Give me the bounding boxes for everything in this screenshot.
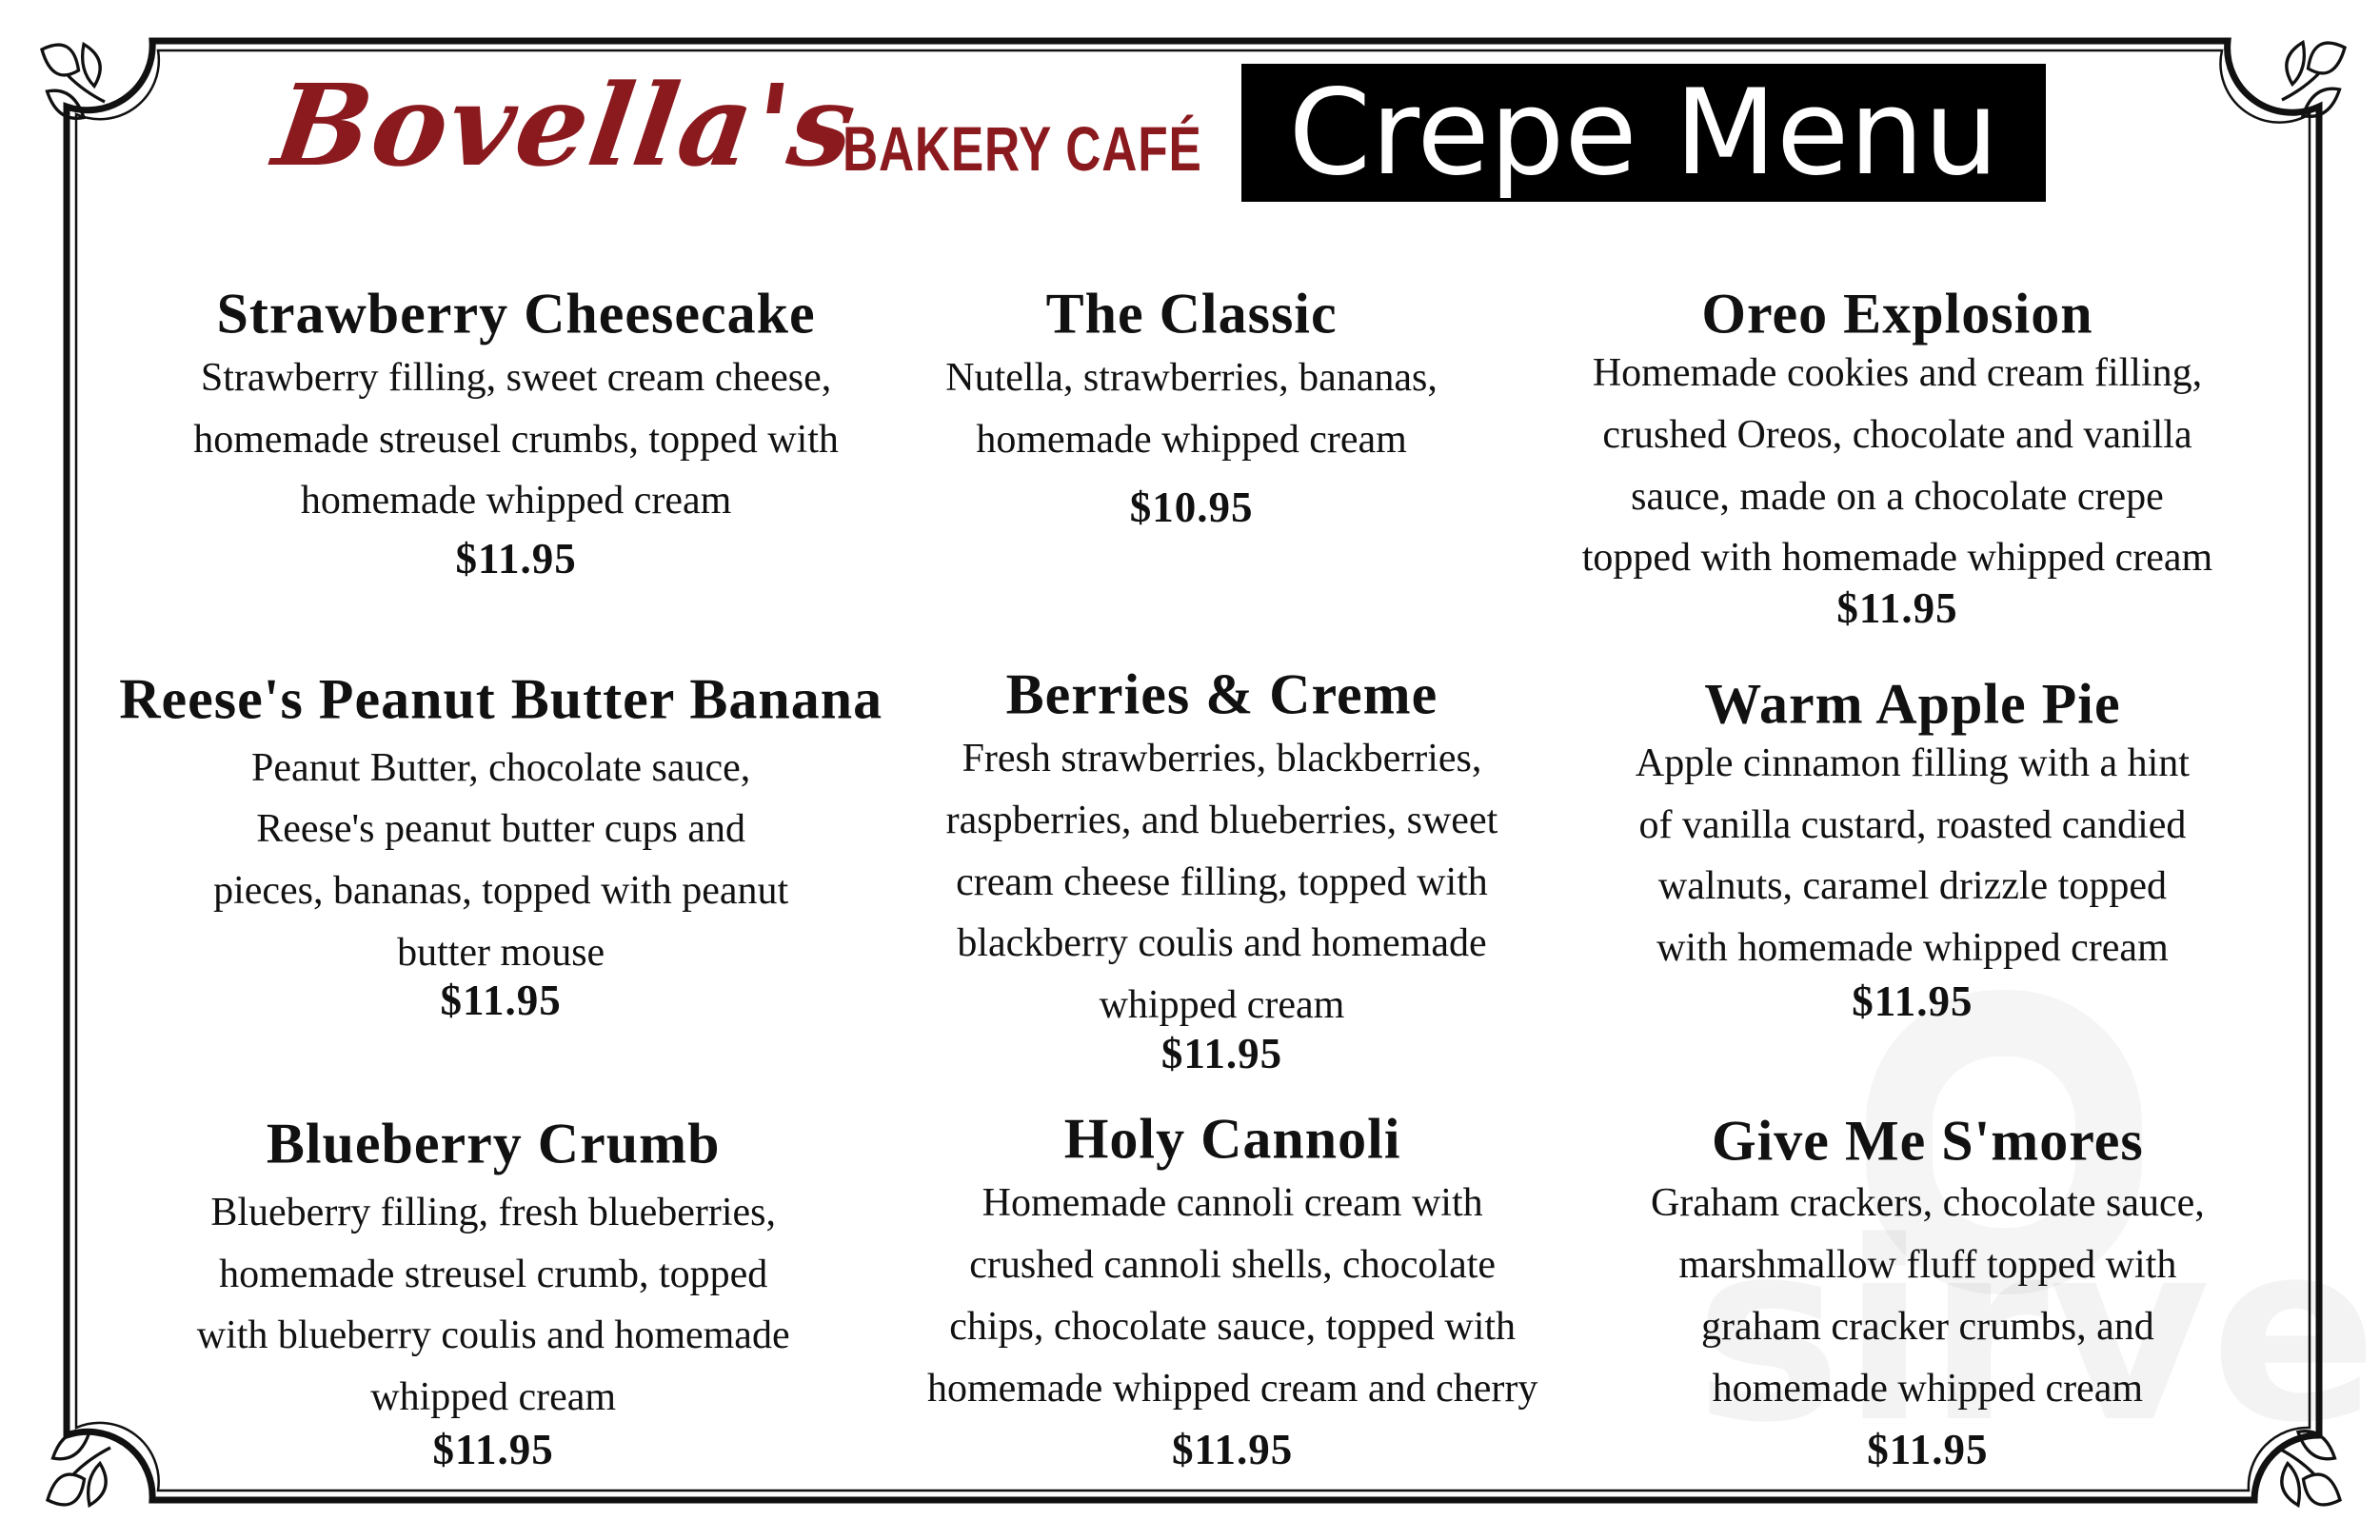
menu-item-description-line: marshmallow fluff topped with — [1678, 1243, 2177, 1288]
menu-item-description-line: Peanut Butter, chocolate sauce, — [250, 745, 751, 790]
menu-item-price: $11.95 — [455, 534, 577, 582]
menu-item-name: Holy Cannoli — [1063, 1107, 1401, 1171]
menu-item-description-line: crushed Oreos, chocolate and vanilla — [1602, 412, 2192, 457]
menu-item-description-line: blackberry coulis and homemade — [957, 921, 1487, 966]
menu-title-banner — [1241, 64, 2046, 202]
corner-ornament-icon — [2261, 27, 2366, 131]
bakery-logo-name: Bovella's — [267, 59, 865, 191]
menu-item-description-line: Homemade cannoli cream with — [982, 1181, 1483, 1226]
menu-item-description-line: homemade whipped cream and cherry — [926, 1366, 1538, 1411]
menu-item-description-line: sauce, made on a chocolate crepe — [1631, 474, 2164, 519]
menu-item-description-line: raspberries, and blueberries, sweet — [945, 798, 1498, 842]
menu-item-name: Strawberry Cheesecake — [216, 282, 816, 346]
menu-item-name: Oreo Explosion — [1701, 282, 2093, 346]
menu-item-description-line: whipped cream — [1099, 983, 1345, 1028]
menu-item-description-line: Blueberry filling, fresh blueberries, — [210, 1190, 776, 1234]
menu-item-description-line: Reese's peanut butter cups and — [256, 807, 746, 852]
menu-item-name: Give Me S'mores — [1711, 1109, 2144, 1173]
menu-item-description-line: topped with homemade whipped cream — [1581, 536, 2213, 581]
menu-item-description-line: of vanilla custard, roasted candied — [1638, 802, 2187, 847]
bakery-logo-subtitle: BAKERY CAFÉ — [843, 113, 1202, 184]
menu-item-description-line: Apple cinnamon filling with a hint — [1635, 740, 2190, 785]
menu-item-description-line: walnuts, caramel drizzle topped — [1657, 864, 2167, 909]
menu-item-name: The Classic — [1045, 282, 1338, 346]
menu-item-price: $11.95 — [432, 1425, 554, 1473]
menu-item-description-line: Homemade cookies and cream filling, — [1592, 351, 2203, 396]
menu-item-price: $11.95 — [1836, 584, 1958, 633]
menu-item-description-line: whipped cream — [370, 1375, 617, 1420]
menu-item-description-line: Graham crackers, chocolate sauce, — [1650, 1181, 2205, 1226]
menu-item-description-line: chips, chocolate sauce, topped with — [949, 1304, 1517, 1349]
menu-item-price: $11.95 — [1172, 1425, 1294, 1473]
menu-title: Crepe Menu — [1288, 64, 1999, 202]
menu-item-description-line: with blueberry coulis and homemade — [196, 1313, 790, 1358]
menu-item-name: Blueberry Crumb — [266, 1112, 721, 1175]
menu-item-description-line: Fresh strawberries, blackberries, — [962, 737, 1482, 781]
menu-item-description-line: graham cracker crumbs, and — [1700, 1304, 2154, 1349]
corner-ornament-icon — [27, 1416, 131, 1521]
menu-item-price: $11.95 — [1160, 1029, 1283, 1077]
menu-item-description-line: homemade streusel crumb, topped — [219, 1252, 768, 1296]
menu-item-price: $10.95 — [1129, 483, 1254, 531]
menu-item-description-line: homemade whipped cream — [1712, 1366, 2144, 1411]
menu-item-price: $11.95 — [1852, 977, 1973, 1026]
menu-item-description-line: butter mouse — [397, 930, 605, 975]
menu-item-description-line: pieces, bananas, topped with peanut — [213, 869, 789, 914]
menu-item-description-line: crushed cannoli shells, chocolate — [969, 1243, 1497, 1288]
menu-item-name: Warm Apple Pie — [1704, 672, 2121, 736]
menu-item-price: $11.95 — [440, 976, 562, 1024]
menu-item-name: Berries & Creme — [1005, 662, 1438, 726]
menu-item-description-line: with homemade whipped cream — [1656, 926, 2169, 971]
menu-item-description-line: homemade whipped cream — [976, 417, 1407, 462]
menu-item-description-line: cream cheese filling, topped with — [956, 859, 1488, 904]
menu-item-description-line: Nutella, strawberries, bananas, — [945, 356, 1438, 400]
corner-ornament-icon — [21, 29, 126, 133]
menu-item-name: Reese's Peanut Butter Banana — [119, 667, 883, 731]
menu-item-description-line: homemade streusel crumbs, topped with — [193, 417, 839, 462]
menu-item-description-line: homemade whipped cream — [300, 479, 732, 523]
menu-item-description-line: Strawberry filling, sweet cream cheese, — [200, 356, 832, 400]
menu-item-price: $11.95 — [1867, 1425, 1989, 1473]
